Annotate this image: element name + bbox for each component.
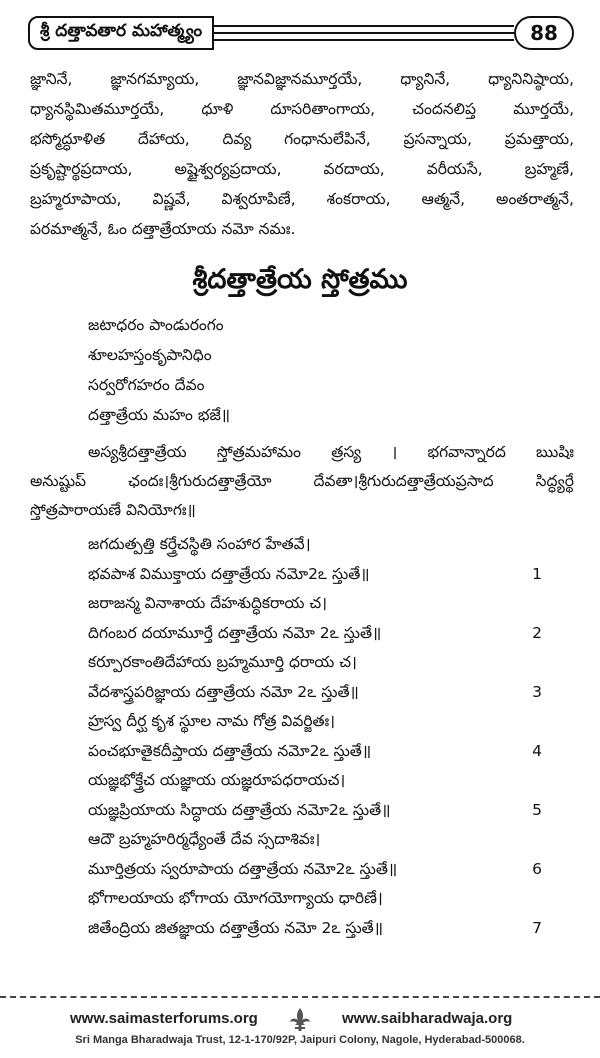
stanza-number: 3 xyxy=(532,682,542,701)
stanza-line: పంచభూతైకదీప్తాయ దత్తాత్రేయ నమో2ఽ స్తుతే॥ xyxy=(88,741,372,760)
stanza-line: హ్రస్వ దీర్ఘ కృశ స్థూల నామ గోత్ర వివర్జితః। xyxy=(88,712,336,730)
footer-link-saimasterforums[interactable]: www.saimasterforums.org xyxy=(70,1010,258,1027)
header-decorative-rules xyxy=(214,23,514,45)
stanza-number: 6 xyxy=(532,859,542,878)
stanza-3 xyxy=(88,648,568,707)
verse-line: జటాధరం పాండురంగం xyxy=(88,316,224,334)
verse-line: దత్తాత్రేయ మహం భజే॥ xyxy=(88,406,231,424)
stanza-line: కర్పూరకాంతిదేహాయ బ్రహ్మమూర్తి ధరాయ చ। xyxy=(88,653,357,671)
stanza-line: యజ్ఞప్రియాయ సిద్ధాయ దత్తాత్రేయ నమో2ఽ స్తుతే॥ xyxy=(88,800,391,819)
note-line: అస్యశ్రీదత్తాత్రేయ స్తోత్రమహామం త్రస్య । భగవాన్నారద ఋషిః xyxy=(88,443,574,461)
stanza-line: యజ్ఞభోక్త్రేచ యజ్ఞాయ యజ్ఞరూపధరాయచ। xyxy=(88,771,346,789)
verse-line: శూలహస్తంకృపానిధిం xyxy=(88,346,212,364)
stanza-line: మూర్తిత్రయ స్వరూపాయ దత్తాత్రేయ నమో2ఽ స్తుతే॥ xyxy=(88,859,398,878)
fleur-de-lis-icon xyxy=(286,1006,314,1034)
trust-address: Sri Manga Bharadwaja Trust, 12-1-170/92P, Jaipuri Colony, Nagole, Hyderabad-500068. xyxy=(75,1034,525,1046)
invocation-verse xyxy=(88,310,568,430)
page-header xyxy=(28,16,574,54)
intro-line: పరమాత్మనే, ఓం దత్తాత్రేయాయ నమో నమః. xyxy=(30,220,296,238)
stanza-6 xyxy=(88,825,568,884)
stanza-line: జగదుత్పత్తి కర్త్రేచస్థితి సంహార హేతవే। xyxy=(88,535,311,553)
verse-line: సర్వరోగహరం దేవం xyxy=(88,376,205,394)
stanza-1 xyxy=(88,530,568,589)
page-footer xyxy=(0,1008,600,1054)
stanza-number: 1 xyxy=(532,564,542,583)
footer-divider xyxy=(0,996,600,998)
stanza-line: జరాజన్మ వినాశాయ దేహశుద్ధికరాయ చ। xyxy=(88,594,328,612)
stanza-number: 5 xyxy=(532,800,542,819)
stotra-stanzas xyxy=(88,530,568,943)
footer-link-saibharadwaja[interactable]: www.saibharadwaja.org xyxy=(342,1010,513,1027)
stanza-4 xyxy=(88,707,568,766)
intro-line: భస్మోద్ధూళిత దేహాయ, దివ్య గంధానులేపినే, ప్రసన్నాయ, ప్రమత్తాయ, xyxy=(30,130,574,148)
intro-line: ప్రకృష్టార్థప్రదాయ, అష్టైశ్వర్యప్రదాయ, వరదాయ, వరీయసే, బ్రహ్మణే, xyxy=(30,160,574,178)
footer-sites xyxy=(0,1010,600,1034)
intro-paragraph xyxy=(30,64,574,244)
stanza-line: భవపాశ విముక్తాయ దత్తాత్రేయ నమో2ఽ స్తుతే॥ xyxy=(88,564,370,583)
intro-line: బ్రహ్మరూపాయ, విష్ణవే, విశ్వరూపిణే, శంకరాయ, ఆత్మనే, అంతరాత్మనే, xyxy=(30,190,574,208)
stanza-line: జితేంద్రియ జితజ్ఞాయ దత్తాత్రేయ నమో 2ఽ స్తుతే॥ xyxy=(88,918,384,937)
stanza-number: 7 xyxy=(532,918,542,937)
stanza-number: 2 xyxy=(532,623,542,642)
note-line: స్తోత్రపారాయణే వినియోగః॥ xyxy=(30,501,196,519)
running-title: శ్రీ దత్తావతార మహాత్మ్యం xyxy=(28,16,214,50)
stanza-7 xyxy=(88,884,568,943)
stanza-2 xyxy=(88,589,568,648)
intro-line: జ్ఞానినే, జ్ఞానగమ్యాయ, జ్ఞానవిజ్ఞానమూర్తయే, ధ్యానినే, ధ్యానినిష్ఠాయ, xyxy=(30,70,574,88)
page-number: 88 xyxy=(514,16,574,50)
stanza-number: 4 xyxy=(532,741,542,760)
stanza-line: భోగాలయాయ భోగాయ యోగయోగ్యాయ ధారిణే। xyxy=(88,889,383,907)
stanza-line: ఆదౌ బ్రహ్మహరిర్మధ్యేంతే దేవ స్సదాశివః। xyxy=(88,830,321,848)
viniyoga-paragraph xyxy=(30,438,574,525)
stanza-line: వేదశాస్త్రపరిజ్ఞాయ దత్తాత్రేయ నమో 2ఽ స్తుతే॥ xyxy=(88,682,359,701)
stanza-5 xyxy=(88,766,568,825)
stanza-line: దిగంబర దయామూర్తే దత్తాత్రేయ నమో 2ఽ స్తుతే॥ xyxy=(88,623,382,642)
intro-line: ధ్యానస్థిమితమూర్తయే, ధూళి దూసరితాంగాయ, చందనలిప్త మూర్తయే, xyxy=(30,100,574,118)
section-title: శ్రీదత్తాత్రేయ స్తోత్రము xyxy=(192,264,408,295)
note-line: అనుష్టుప్ ఛందః।శ్రీగురుదత్తాత్రేయో దేవతా।శ్రీగురుదత్తాత్రేయప్రసాద సిద్ధ్యర్థే xyxy=(30,472,574,490)
